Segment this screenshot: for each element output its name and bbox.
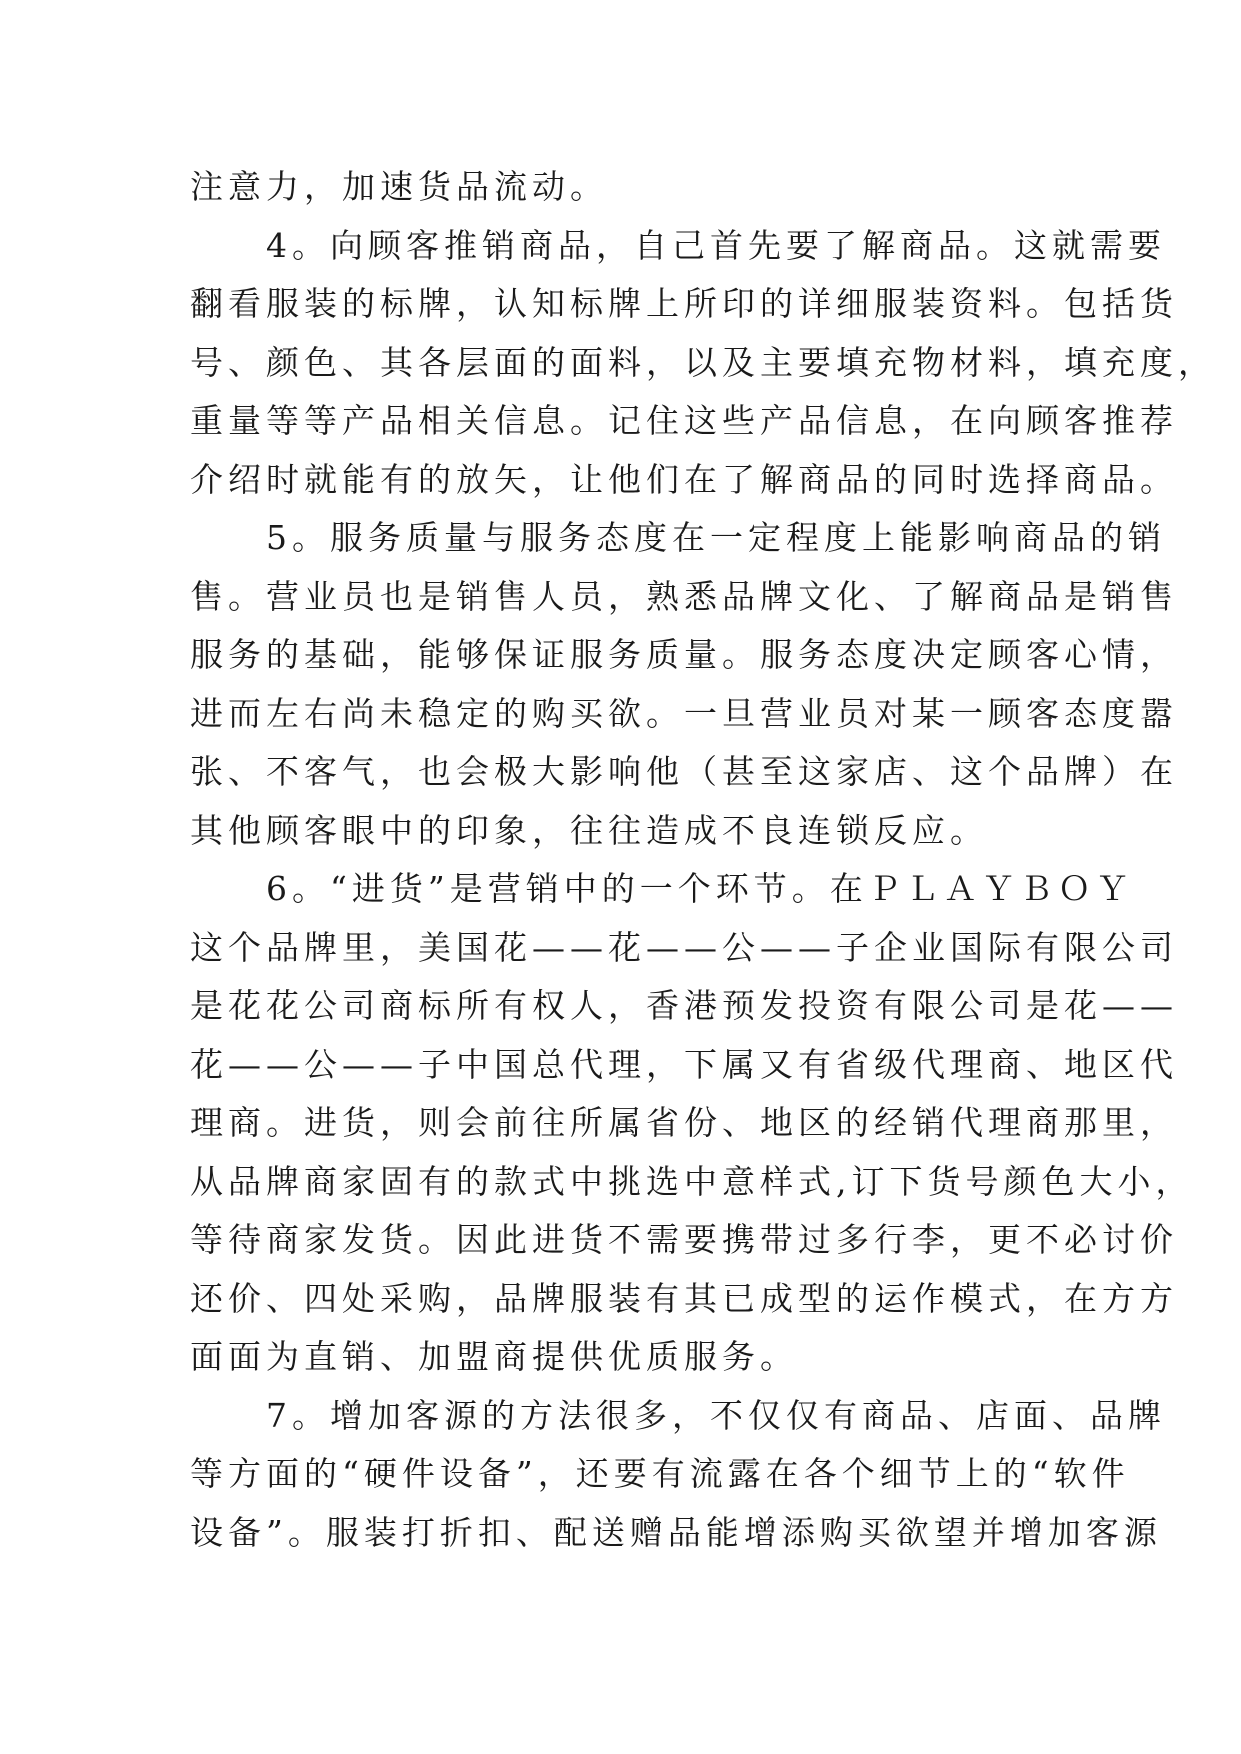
body-text: [190, 158, 1216, 1562]
text-line: 这个品牌里，美国花——花——公——子企业国际有限公司: [190, 927, 1178, 967]
text-line: 5。服务质量与服务态度在一定程度上能影响商品的销: [190, 518, 1166, 557]
text-line: 售。营业员也是销售人员，熟悉品牌文化、了解商品是销售: [190, 576, 1178, 616]
text-line: 重量等等产品相关信息。记住这些产品信息，在向顾客推荐: [190, 401, 1178, 440]
text-line: 等待商家发货。因此进货不需要携带过多行李，更不必讨价: [190, 1220, 1178, 1259]
text-line: 服务的基础，能够保证服务质量。服务态度决定顾客心情，: [190, 635, 1178, 674]
text-line: 是花花公司商标所有权人，香港预发投资有限公司是花——: [190, 986, 1178, 1025]
text-line: 4。向顾客推销商品，自己首先要了解商品。这就需要: [190, 225, 1166, 265]
text-line: 等方面的“硬件设备”，还要有流露在各个细节上的“软件: [190, 1454, 1130, 1493]
text-line: 6。“进货”是营销中的一个环节。在ＰＬＡＹＢＯＹ: [190, 869, 1134, 908]
text-line: 花——公——子中国总代理，下属又有省级代理商、地区代: [190, 1044, 1178, 1084]
text-line: 介绍时就能有的放矢，让他们在了解商品的同时选择商品。: [190, 459, 1178, 499]
text-line: 设备”。服装打折扣、配送赠品能增添购买欲望并增加客源: [190, 1512, 1162, 1552]
text-line: 从品牌商家固有的款式中挑选中意样式,订下货号颜色大小，: [190, 1161, 1194, 1201]
text-line: 张、不客气，也会极大影响他（甚至这家店、这个品牌）在: [190, 752, 1178, 791]
text-line: 翻看服装的标牌，认知标牌上所印的详细服装资料。包括货: [190, 284, 1178, 323]
text-line: 注意力，加速货品流动。: [190, 167, 608, 206]
text-line: 其他顾客眼中的印象，往往造成不良连锁反应。: [190, 810, 988, 850]
text-line: 理商。进货，则会前往所属省份、地区的经销代理商那里，: [190, 1103, 1178, 1142]
text-line: 号、颜色、其各层面的面料，以及主要填充物材料，填充度，: [190, 342, 1216, 382]
text-line: 进而左右尚未稳定的购买欲。一旦营业员对某一顾客态度嚣: [190, 693, 1178, 733]
text-line: 还价、四处采购，品牌服装有其已成型的运作模式，在方方: [190, 1278, 1178, 1318]
text-line: 7。增加客源的方法很多，不仅仅有商品、店面、品牌: [190, 1395, 1166, 1435]
text-line: 面面为直销、加盟商提供优质服务。: [190, 1337, 798, 1376]
